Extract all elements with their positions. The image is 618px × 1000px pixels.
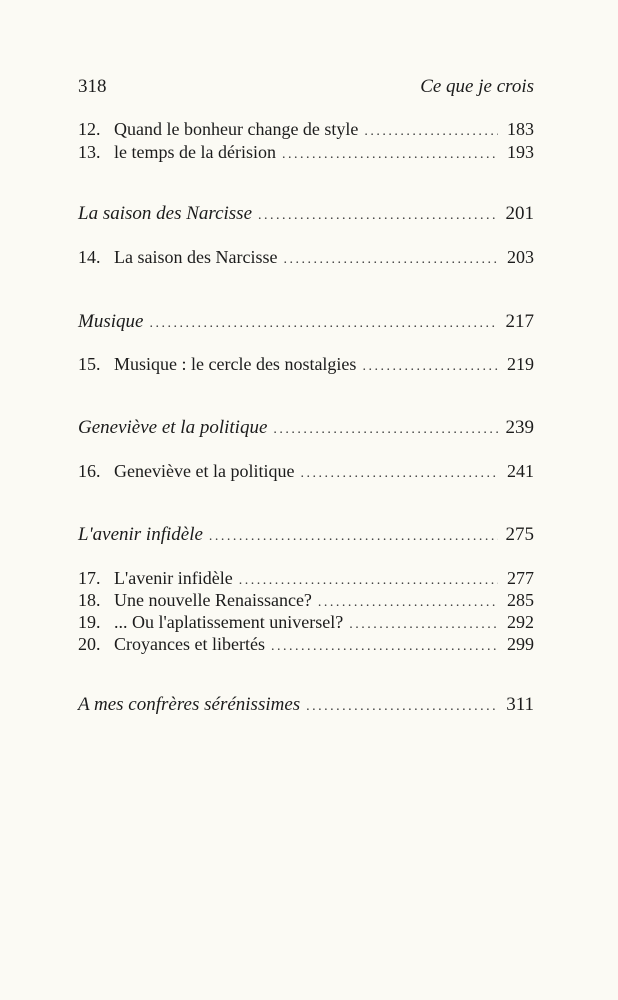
book-page: [78, 0, 534, 1000]
chapter-number: 14.: [78, 247, 101, 267]
page-reference: 275: [505, 524, 534, 545]
book-title: Ce que je crois: [420, 76, 534, 97]
part-title: La saison des Narcisse: [78, 203, 253, 224]
chapter-title: La saison des Narcisse: [114, 247, 278, 267]
page-reference: 311: [506, 694, 534, 715]
chapter-title: le temps de la dérision: [114, 142, 276, 162]
page-reference: 219: [507, 354, 534, 374]
part-title: A mes confrères sérénissimes: [78, 694, 301, 715]
toc-part-entry: [78, 310, 534, 334]
toc-chapter-entry: [78, 117, 534, 141]
toc-chapter-entry: [78, 245, 534, 269]
dot-leader: [271, 635, 498, 659]
dot-leader: [282, 143, 498, 167]
chapter-number: 17.: [78, 568, 101, 588]
toc-part-entry: [78, 693, 534, 717]
dot-leader: [273, 418, 498, 442]
toc-chapter-entry: [78, 566, 534, 590]
dot-leader: [258, 204, 498, 228]
page-reference: 193: [507, 142, 534, 162]
part-title: Musique: [78, 311, 144, 332]
page-reference: 201: [505, 203, 534, 224]
toc-chapter-entry: [78, 632, 534, 656]
toc-chapter-entry: [78, 140, 534, 164]
chapter-number: 12.: [78, 119, 101, 139]
dot-leader: [149, 312, 498, 336]
dot-leader: [306, 695, 498, 719]
chapter-title: Geneviève et la politique: [114, 461, 295, 481]
chapter-title: Une nouvelle Renaissance?: [114, 590, 312, 610]
chapter-title: Quand le bonheur change de style: [114, 119, 359, 139]
page-number: 318: [78, 76, 107, 97]
page-reference: 239: [505, 417, 534, 438]
toc-chapter-entry: [78, 352, 534, 376]
page-reference: 241: [507, 461, 534, 481]
chapter-number: 15.: [78, 354, 101, 374]
chapter-title: ... Ou l'aplatissement universel?: [114, 612, 344, 632]
toc-chapter-entry: [78, 588, 534, 612]
page-reference: 217: [505, 311, 534, 332]
toc-part-entry: [78, 202, 534, 226]
page-reference: 183: [507, 119, 534, 139]
chapter-number: 16.: [78, 461, 101, 481]
page-reference: 277: [507, 568, 534, 588]
chapter-number: 13.: [78, 142, 101, 162]
page-reference: 292: [507, 612, 534, 632]
dot-leader: [362, 355, 498, 379]
part-title: L'avenir infidèle: [78, 524, 203, 545]
toc-part-entry: [78, 523, 534, 547]
part-title: Geneviève et la politique: [78, 417, 268, 438]
toc-chapter-entry: [78, 610, 534, 634]
chapter-title: Musique : le cercle des nostalgies: [114, 354, 357, 374]
dot-leader: [283, 248, 498, 272]
page-reference: 203: [507, 247, 534, 267]
dot-leader: [300, 462, 498, 486]
chapter-title: Croyances et libertés: [114, 634, 265, 654]
page-reference: 285: [507, 590, 534, 610]
chapter-title: L'avenir infidèle: [114, 568, 233, 588]
toc-chapter-entry: [78, 459, 534, 483]
chapter-number: 20.: [78, 634, 101, 654]
chapter-number: 19.: [78, 612, 101, 632]
page-reference: 299: [507, 634, 534, 654]
dot-leader: [209, 525, 498, 549]
toc-part-entry: [78, 416, 534, 440]
chapter-number: 18.: [78, 590, 101, 610]
